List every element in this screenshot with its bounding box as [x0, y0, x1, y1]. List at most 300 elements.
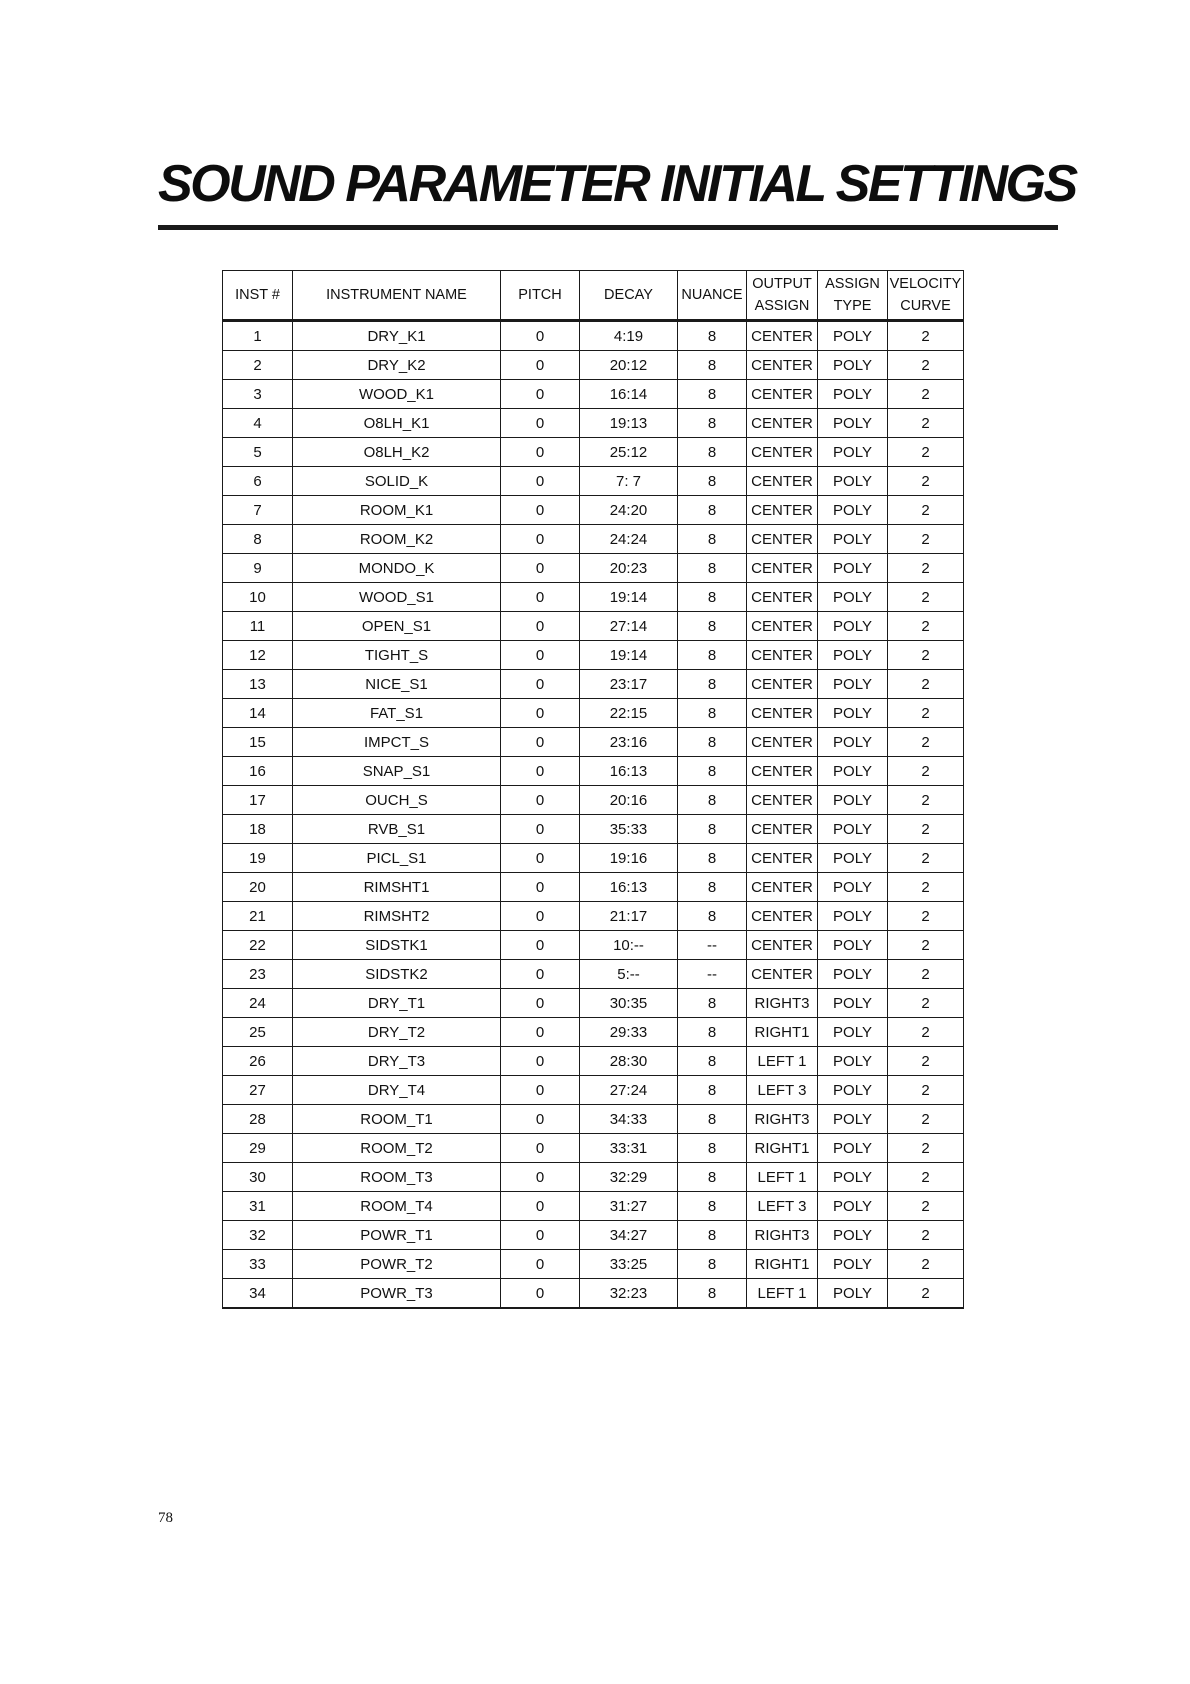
cell-instrument-name: SIDSTK1 [293, 931, 501, 960]
cell-inst-number: 14 [223, 699, 293, 728]
cell-output-assign: CENTER [747, 699, 818, 728]
cell-nuance: 8 [678, 699, 747, 728]
cell-output-assign: RIGHT3 [747, 1221, 818, 1250]
cell-instrument-name: WOOD_K1 [293, 380, 501, 409]
cell-output-assign: CENTER [747, 815, 818, 844]
table-row [223, 757, 964, 786]
cell-assign-type: POLY [818, 409, 888, 438]
cell-assign-type: POLY [818, 670, 888, 699]
cell-nuance: -- [678, 931, 747, 960]
cell-pitch: 0 [501, 1192, 580, 1221]
cell-inst-number: 4 [223, 409, 293, 438]
cell-pitch: 0 [501, 496, 580, 525]
cell-output-assign: CENTER [747, 960, 818, 989]
cell-inst-number: 13 [223, 670, 293, 699]
cell-nuance: 8 [678, 1221, 747, 1250]
cell-nuance: 8 [678, 583, 747, 612]
cell-velocity-curve: 2 [888, 670, 964, 699]
cell-instrument-name: DRY_T4 [293, 1076, 501, 1105]
cell-assign-type: POLY [818, 1018, 888, 1047]
sound-parameter-table [222, 270, 964, 1309]
cell-output-assign: CENTER [747, 321, 818, 351]
cell-output-assign: CENTER [747, 931, 818, 960]
cell-inst-number: 6 [223, 467, 293, 496]
cell-decay: 19:14 [580, 641, 678, 670]
cell-output-assign: CENTER [747, 496, 818, 525]
cell-nuance: 8 [678, 1047, 747, 1076]
cell-assign-type: POLY [818, 1134, 888, 1163]
cell-inst-number: 34 [223, 1279, 293, 1309]
table-row [223, 989, 964, 1018]
cell-decay: 20:12 [580, 351, 678, 380]
cell-nuance: 8 [678, 873, 747, 902]
cell-output-assign: CENTER [747, 612, 818, 641]
cell-pitch: 0 [501, 960, 580, 989]
cell-inst-number: 20 [223, 873, 293, 902]
cell-output-assign: CENTER [747, 641, 818, 670]
cell-inst-number: 23 [223, 960, 293, 989]
cell-assign-type: POLY [818, 1163, 888, 1192]
cell-decay: 20:23 [580, 554, 678, 583]
cell-velocity-curve: 2 [888, 438, 964, 467]
table-row [223, 1018, 964, 1047]
cell-nuance: 8 [678, 757, 747, 786]
cell-nuance: 8 [678, 612, 747, 641]
table-row [223, 583, 964, 612]
cell-velocity-curve: 2 [888, 496, 964, 525]
cell-inst-number: 19 [223, 844, 293, 873]
cell-inst-number: 10 [223, 583, 293, 612]
cell-velocity-curve: 2 [888, 844, 964, 873]
cell-nuance: 8 [678, 438, 747, 467]
cell-nuance: 8 [678, 525, 747, 554]
cell-inst-number: 17 [223, 786, 293, 815]
cell-output-assign: LEFT 1 [747, 1047, 818, 1076]
col-header-assign-type [818, 271, 888, 321]
cell-velocity-curve: 2 [888, 1134, 964, 1163]
table-row [223, 960, 964, 989]
cell-output-assign: CENTER [747, 351, 818, 380]
cell-velocity-curve: 2 [888, 960, 964, 989]
cell-pitch: 0 [501, 351, 580, 380]
cell-pitch: 0 [501, 1250, 580, 1279]
cell-nuance: 8 [678, 1105, 747, 1134]
cell-velocity-curve: 2 [888, 467, 964, 496]
cell-nuance: 8 [678, 1250, 747, 1279]
cell-assign-type: POLY [818, 1047, 888, 1076]
cell-decay: 34:33 [580, 1105, 678, 1134]
table-header-row [223, 271, 964, 321]
cell-pitch: 0 [501, 931, 580, 960]
cell-decay: 22:15 [580, 699, 678, 728]
cell-pitch: 0 [501, 1221, 580, 1250]
table-row [223, 1076, 964, 1105]
cell-decay: 35:33 [580, 815, 678, 844]
cell-output-assign: CENTER [747, 786, 818, 815]
cell-output-assign: CENTER [747, 409, 818, 438]
col-header-instrument-name: INSTRUMENT NAME [293, 271, 501, 321]
col-header-inst: INST # [223, 271, 293, 321]
cell-velocity-curve: 2 [888, 1163, 964, 1192]
col-header-assign-type-line2: TYPE [833, 298, 872, 314]
table-row [223, 1105, 964, 1134]
cell-instrument-name: DRY_T1 [293, 989, 501, 1018]
cell-pitch: 0 [501, 844, 580, 873]
cell-inst-number: 26 [223, 1047, 293, 1076]
cell-assign-type: POLY [818, 467, 888, 496]
cell-nuance: 8 [678, 728, 747, 757]
cell-output-assign: CENTER [747, 670, 818, 699]
cell-velocity-curve: 2 [888, 902, 964, 931]
cell-instrument-name: FAT_S1 [293, 699, 501, 728]
cell-inst-number: 31 [223, 1192, 293, 1221]
cell-instrument-name: RVB_S1 [293, 815, 501, 844]
cell-decay: 29:33 [580, 1018, 678, 1047]
cell-velocity-curve: 2 [888, 351, 964, 380]
cell-decay: 25:12 [580, 438, 678, 467]
cell-inst-number: 24 [223, 989, 293, 1018]
cell-decay: 16:13 [580, 873, 678, 902]
cell-nuance: 8 [678, 786, 747, 815]
cell-inst-number: 12 [223, 641, 293, 670]
col-header-nuance: NUANCE [678, 271, 747, 321]
cell-assign-type: POLY [818, 641, 888, 670]
cell-decay: 24:24 [580, 525, 678, 554]
cell-inst-number: 22 [223, 931, 293, 960]
cell-decay: 7: 7 [580, 467, 678, 496]
cell-velocity-curve: 2 [888, 1250, 964, 1279]
table-row [223, 699, 964, 728]
cell-pitch: 0 [501, 815, 580, 844]
cell-velocity-curve: 2 [888, 321, 964, 351]
col-header-output-assign-line1: OUTPUT [752, 276, 812, 292]
cell-output-assign: CENTER [747, 902, 818, 931]
cell-assign-type: POLY [818, 844, 888, 873]
cell-nuance: 8 [678, 1076, 747, 1105]
cell-decay: 21:17 [580, 902, 678, 931]
cell-assign-type: POLY [818, 380, 888, 409]
cell-velocity-curve: 2 [888, 612, 964, 641]
cell-nuance: -- [678, 960, 747, 989]
col-header-velocity-curve-line2: CURVE [900, 298, 951, 314]
cell-output-assign: CENTER [747, 467, 818, 496]
table-row [223, 902, 964, 931]
cell-velocity-curve: 2 [888, 1192, 964, 1221]
cell-decay: 34:27 [580, 1221, 678, 1250]
table-row [223, 728, 964, 757]
cell-instrument-name: POWR_T3 [293, 1279, 501, 1309]
cell-nuance: 8 [678, 815, 747, 844]
table-row [223, 641, 964, 670]
cell-pitch: 0 [501, 1047, 580, 1076]
table-row [223, 1250, 964, 1279]
cell-inst-number: 8 [223, 525, 293, 554]
cell-velocity-curve: 2 [888, 409, 964, 438]
cell-velocity-curve: 2 [888, 1279, 964, 1309]
cell-velocity-curve: 2 [888, 1018, 964, 1047]
table-row [223, 1134, 964, 1163]
cell-instrument-name: ROOM_T3 [293, 1163, 501, 1192]
cell-nuance: 8 [678, 902, 747, 931]
cell-decay: 32:29 [580, 1163, 678, 1192]
cell-pitch: 0 [501, 670, 580, 699]
cell-velocity-curve: 2 [888, 728, 964, 757]
cell-assign-type: POLY [818, 960, 888, 989]
cell-decay: 33:31 [580, 1134, 678, 1163]
cell-assign-type: POLY [818, 1250, 888, 1279]
cell-pitch: 0 [501, 786, 580, 815]
cell-decay: 27:24 [580, 1076, 678, 1105]
col-header-velocity-curve [888, 271, 964, 321]
cell-pitch: 0 [501, 728, 580, 757]
cell-inst-number: 5 [223, 438, 293, 467]
cell-output-assign: CENTER [747, 728, 818, 757]
table-row [223, 496, 964, 525]
cell-assign-type: POLY [818, 1105, 888, 1134]
cell-inst-number: 27 [223, 1076, 293, 1105]
col-header-output-assign-line2: ASSIGN [754, 298, 810, 314]
cell-nuance: 8 [678, 467, 747, 496]
cell-nuance: 8 [678, 670, 747, 699]
cell-assign-type: POLY [818, 496, 888, 525]
cell-nuance: 8 [678, 351, 747, 380]
cell-decay: 30:35 [580, 989, 678, 1018]
cell-decay: 19:14 [580, 583, 678, 612]
table-row [223, 612, 964, 641]
table-row [223, 467, 964, 496]
cell-instrument-name: ROOM_T4 [293, 1192, 501, 1221]
cell-velocity-curve: 2 [888, 554, 964, 583]
cell-nuance: 8 [678, 1192, 747, 1221]
cell-nuance: 8 [678, 554, 747, 583]
cell-decay: 10:-- [580, 931, 678, 960]
cell-pitch: 0 [501, 699, 580, 728]
cell-output-assign: LEFT 3 [747, 1076, 818, 1105]
cell-assign-type: POLY [818, 1221, 888, 1250]
cell-assign-type: POLY [818, 902, 888, 931]
cell-instrument-name: ROOM_T1 [293, 1105, 501, 1134]
cell-instrument-name: RIMSHT2 [293, 902, 501, 931]
cell-velocity-curve: 2 [888, 699, 964, 728]
cell-pitch: 0 [501, 1134, 580, 1163]
table-row [223, 1047, 964, 1076]
cell-output-assign: CENTER [747, 583, 818, 612]
col-header-velocity-curve-line1: VELOCITY [889, 276, 962, 292]
cell-output-assign: CENTER [747, 873, 818, 902]
cell-inst-number: 28 [223, 1105, 293, 1134]
cell-instrument-name: IMPCT_S [293, 728, 501, 757]
cell-nuance: 8 [678, 989, 747, 1018]
cell-output-assign: CENTER [747, 757, 818, 786]
table-row [223, 1163, 964, 1192]
cell-velocity-curve: 2 [888, 815, 964, 844]
cell-output-assign: LEFT 1 [747, 1163, 818, 1192]
cell-assign-type: POLY [818, 989, 888, 1018]
cell-decay: 5:-- [580, 960, 678, 989]
cell-decay: 16:13 [580, 757, 678, 786]
cell-inst-number: 18 [223, 815, 293, 844]
table-row [223, 409, 964, 438]
cell-inst-number: 7 [223, 496, 293, 525]
cell-pitch: 0 [501, 583, 580, 612]
cell-assign-type: POLY [818, 612, 888, 641]
cell-output-assign: RIGHT1 [747, 1018, 818, 1047]
col-header-decay: DECAY [580, 271, 678, 321]
cell-output-assign: CENTER [747, 844, 818, 873]
cell-assign-type: POLY [818, 525, 888, 554]
cell-decay: 27:14 [580, 612, 678, 641]
cell-instrument-name: DRY_K2 [293, 351, 501, 380]
cell-velocity-curve: 2 [888, 583, 964, 612]
cell-assign-type: POLY [818, 699, 888, 728]
cell-pitch: 0 [501, 380, 580, 409]
cell-output-assign: CENTER [747, 525, 818, 554]
table-row [223, 873, 964, 902]
cell-output-assign: LEFT 1 [747, 1279, 818, 1309]
cell-inst-number: 33 [223, 1250, 293, 1279]
table-row [223, 1192, 964, 1221]
cell-output-assign: LEFT 3 [747, 1192, 818, 1221]
cell-instrument-name: PICL_S1 [293, 844, 501, 873]
cell-assign-type: POLY [818, 815, 888, 844]
cell-instrument-name: TIGHT_S [293, 641, 501, 670]
cell-pitch: 0 [501, 873, 580, 902]
cell-velocity-curve: 2 [888, 525, 964, 554]
cell-inst-number: 11 [223, 612, 293, 641]
cell-pitch: 0 [501, 321, 580, 351]
cell-output-assign: RIGHT3 [747, 989, 818, 1018]
cell-instrument-name: OPEN_S1 [293, 612, 501, 641]
cell-assign-type: POLY [818, 1279, 888, 1309]
cell-output-assign: CENTER [747, 554, 818, 583]
table-row [223, 554, 964, 583]
cell-pitch: 0 [501, 1163, 580, 1192]
cell-assign-type: POLY [818, 321, 888, 351]
cell-assign-type: POLY [818, 1076, 888, 1105]
table-row [223, 321, 964, 351]
cell-velocity-curve: 2 [888, 641, 964, 670]
cell-instrument-name: SIDSTK2 [293, 960, 501, 989]
cell-assign-type: POLY [818, 728, 888, 757]
cell-nuance: 8 [678, 409, 747, 438]
cell-velocity-curve: 2 [888, 380, 964, 409]
cell-assign-type: POLY [818, 786, 888, 815]
cell-nuance: 8 [678, 321, 747, 351]
cell-instrument-name: ROOM_T2 [293, 1134, 501, 1163]
cell-inst-number: 29 [223, 1134, 293, 1163]
cell-assign-type: POLY [818, 931, 888, 960]
cell-decay: 19:16 [580, 844, 678, 873]
cell-nuance: 8 [678, 844, 747, 873]
cell-instrument-name: MONDO_K [293, 554, 501, 583]
cell-nuance: 8 [678, 496, 747, 525]
col-header-assign-type-line1: ASSIGN [825, 276, 880, 292]
cell-pitch: 0 [501, 467, 580, 496]
cell-output-assign: RIGHT3 [747, 1105, 818, 1134]
cell-assign-type: POLY [818, 583, 888, 612]
cell-decay: 24:20 [580, 496, 678, 525]
cell-nuance: 8 [678, 1134, 747, 1163]
table-row [223, 438, 964, 467]
cell-instrument-name: POWR_T2 [293, 1250, 501, 1279]
cell-nuance: 8 [678, 380, 747, 409]
cell-output-assign: RIGHT1 [747, 1250, 818, 1279]
title-underline [158, 225, 1058, 230]
cell-output-assign: RIGHT1 [747, 1134, 818, 1163]
cell-inst-number: 21 [223, 902, 293, 931]
cell-velocity-curve: 2 [888, 873, 964, 902]
cell-instrument-name: OUCH_S [293, 786, 501, 815]
cell-assign-type: POLY [818, 438, 888, 467]
cell-pitch: 0 [501, 1279, 580, 1309]
table-row [223, 1221, 964, 1250]
cell-velocity-curve: 2 [888, 1047, 964, 1076]
cell-decay: 19:13 [580, 409, 678, 438]
cell-pitch: 0 [501, 612, 580, 641]
cell-velocity-curve: 2 [888, 1221, 964, 1250]
cell-decay: 4:19 [580, 321, 678, 351]
cell-pitch: 0 [501, 902, 580, 931]
cell-inst-number: 2 [223, 351, 293, 380]
cell-pitch: 0 [501, 438, 580, 467]
cell-nuance: 8 [678, 1018, 747, 1047]
cell-assign-type: POLY [818, 1192, 888, 1221]
cell-velocity-curve: 2 [888, 786, 964, 815]
table-row [223, 844, 964, 873]
cell-decay: 31:27 [580, 1192, 678, 1221]
cell-decay: 33:25 [580, 1250, 678, 1279]
table-body [223, 321, 964, 1309]
cell-instrument-name: SOLID_K [293, 467, 501, 496]
cell-output-assign: CENTER [747, 438, 818, 467]
cell-instrument-name: O8LH_K1 [293, 409, 501, 438]
cell-velocity-curve: 2 [888, 757, 964, 786]
col-header-pitch: PITCH [501, 271, 580, 321]
cell-velocity-curve: 2 [888, 931, 964, 960]
cell-pitch: 0 [501, 1105, 580, 1134]
table-row [223, 380, 964, 409]
cell-instrument-name: ROOM_K2 [293, 525, 501, 554]
cell-pitch: 0 [501, 989, 580, 1018]
cell-inst-number: 32 [223, 1221, 293, 1250]
table-row [223, 670, 964, 699]
table-row [223, 931, 964, 960]
cell-decay: 23:17 [580, 670, 678, 699]
cell-inst-number: 15 [223, 728, 293, 757]
cell-nuance: 8 [678, 641, 747, 670]
cell-assign-type: POLY [818, 351, 888, 380]
cell-pitch: 0 [501, 1018, 580, 1047]
table-row [223, 815, 964, 844]
cell-instrument-name: POWR_T1 [293, 1221, 501, 1250]
cell-pitch: 0 [501, 409, 580, 438]
cell-decay: 20:16 [580, 786, 678, 815]
cell-velocity-curve: 2 [888, 1105, 964, 1134]
cell-velocity-curve: 2 [888, 1076, 964, 1105]
cell-assign-type: POLY [818, 554, 888, 583]
cell-instrument-name: SNAP_S1 [293, 757, 501, 786]
cell-decay: 23:16 [580, 728, 678, 757]
cell-pitch: 0 [501, 757, 580, 786]
cell-instrument-name: DRY_K1 [293, 321, 501, 351]
cell-instrument-name: DRY_T2 [293, 1018, 501, 1047]
cell-pitch: 0 [501, 554, 580, 583]
cell-assign-type: POLY [818, 757, 888, 786]
cell-nuance: 8 [678, 1163, 747, 1192]
cell-inst-number: 16 [223, 757, 293, 786]
table-row [223, 525, 964, 554]
col-header-output-assign [747, 271, 818, 321]
